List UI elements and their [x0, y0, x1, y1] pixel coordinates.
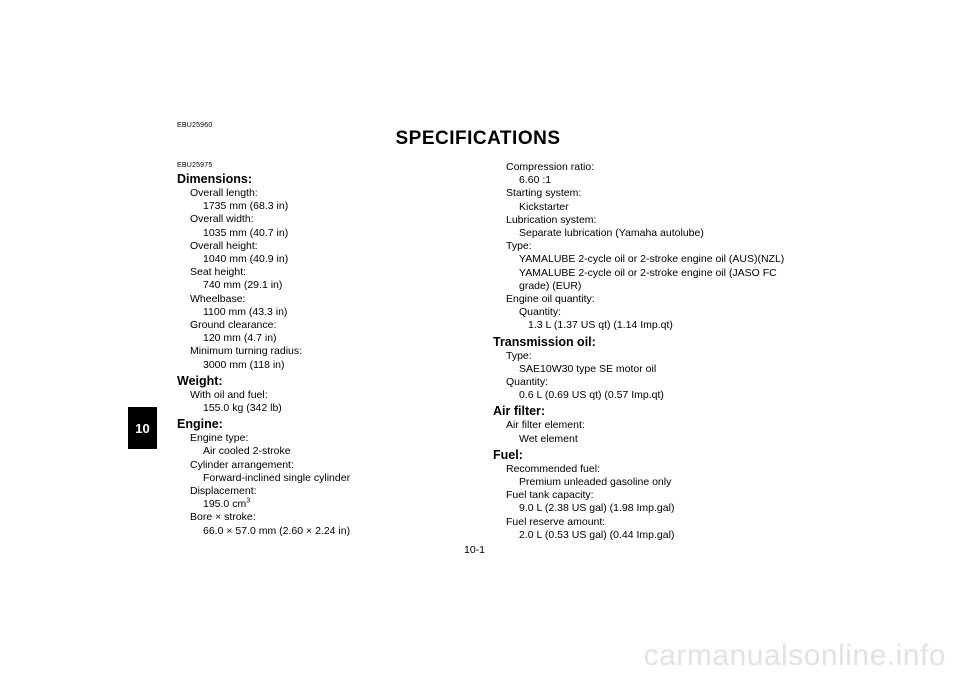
spec-value: SAE10W30 type SE motor oil [519, 362, 657, 375]
spec-label: Ground clearance: [190, 319, 277, 332]
spec-label: Wheelbase: [190, 292, 246, 305]
spec-value: 1035 mm (40.7 in) [203, 226, 289, 239]
spec-value: 740 mm (29.1 in) [203, 279, 283, 292]
spec-value: grade) (EUR) [519, 279, 582, 292]
watermark: carmanualsonline.info [643, 639, 946, 672]
spec-value: Premium unleaded gasoline only [519, 476, 672, 489]
spec-label: Lubrication system: [506, 213, 597, 226]
spec-label: Recommended fuel: [506, 462, 600, 475]
spec-value: 1040 mm (40.9 in) [203, 253, 289, 266]
section-heading: Transmission oil: [493, 334, 596, 349]
document-code-top: EBU25960 [177, 122, 213, 129]
spec-value: 1100 mm (43.3 in) [203, 305, 288, 318]
spec-label: Type: [506, 240, 532, 253]
spec-value: 1735 mm (68.3 in) [203, 200, 289, 213]
page-number: 10-1 [464, 544, 486, 556]
section-heading: Engine: [177, 417, 223, 432]
spec-value: 155.0 kg (342 lb) [203, 402, 282, 415]
spec-label: Overall length: [190, 187, 258, 199]
spec-label: Engine oil quantity: [506, 293, 595, 306]
spec-value: 9.0 L (2.38 US gal) (1.98 Imp.gal) [519, 502, 675, 515]
spec-value: Separate lubrication (Yamaha autolube) [519, 227, 704, 240]
spec-value: 2.0 L (0.53 US gal) (0.44 Imp.gal) [519, 528, 675, 541]
spec-value: 195.0 $cm^3$ [203, 497, 251, 511]
spec-value: 1.3 L (1.37 US qt) (1.14 Imp.qt) [528, 319, 673, 332]
spec-value: 120 mm (4.7 in) [203, 332, 277, 345]
spec-value: 0.6 L (0.69 US qt) (0.57 Imp.qt) [519, 389, 664, 402]
spec-value: Kickstarter [519, 200, 569, 213]
spec-value: Forward-inclined single cylinder [203, 471, 351, 484]
document-code-section: EBU25975 [177, 162, 213, 169]
spec-label: Engine type: [190, 432, 249, 445]
spec-value: YAMALUBE 2-cycle oil or 2-stroke engine oil (JASO FC [519, 266, 777, 279]
spec-label: Overall height: [190, 239, 258, 252]
spec-label: Displacement: [190, 485, 257, 498]
spec-label: Seat height: [190, 266, 247, 279]
superscript: 3 [246, 497, 251, 505]
spec-label: Type: [506, 349, 532, 362]
spec-label: Cylinder arrangement: [190, 458, 294, 471]
spec-value: 66.0 × 57.0 mm (2.60 × 2.24 in) [203, 524, 351, 537]
right-column [493, 161, 813, 542]
chapter-tab: 10 [128, 407, 157, 449]
spec-label: Fuel reserve amount: [506, 515, 606, 528]
spec-value: Quantity: [519, 306, 562, 319]
spec-label: Bore × stroke: [190, 511, 256, 524]
spec-label: Fuel tank capacity: [506, 489, 594, 502]
spec-label: Compression ratio: [506, 161, 595, 173]
spec-label: Quantity: [506, 376, 549, 389]
spec-label: Minimum turning radius: [190, 345, 303, 358]
spec-label: Overall width: [190, 213, 254, 226]
spec-value: Wet element [519, 432, 578, 445]
spec-label: Starting system: [506, 187, 582, 200]
section-heading: Fuel: [493, 447, 523, 462]
section-heading: Weight: [177, 373, 223, 388]
spec-label: Air filter element: [506, 419, 585, 432]
left-column [177, 170, 477, 538]
spec-value: Air cooled 2-stroke [203, 445, 291, 458]
page-title: SPECIFICATIONS [395, 128, 561, 149]
section-heading: Air filter: [493, 404, 546, 419]
spec-value: YAMALUBE 2-cycle oil or 2-stroke engine oil (AUS)(NZL) [519, 253, 785, 266]
spec-label: With oil and fuel: [190, 388, 268, 401]
spec-value: 3000 mm (118 in) [203, 358, 285, 371]
section-heading: Dimensions: [177, 172, 253, 186]
spec-value: 6.60 :1 [519, 174, 552, 187]
